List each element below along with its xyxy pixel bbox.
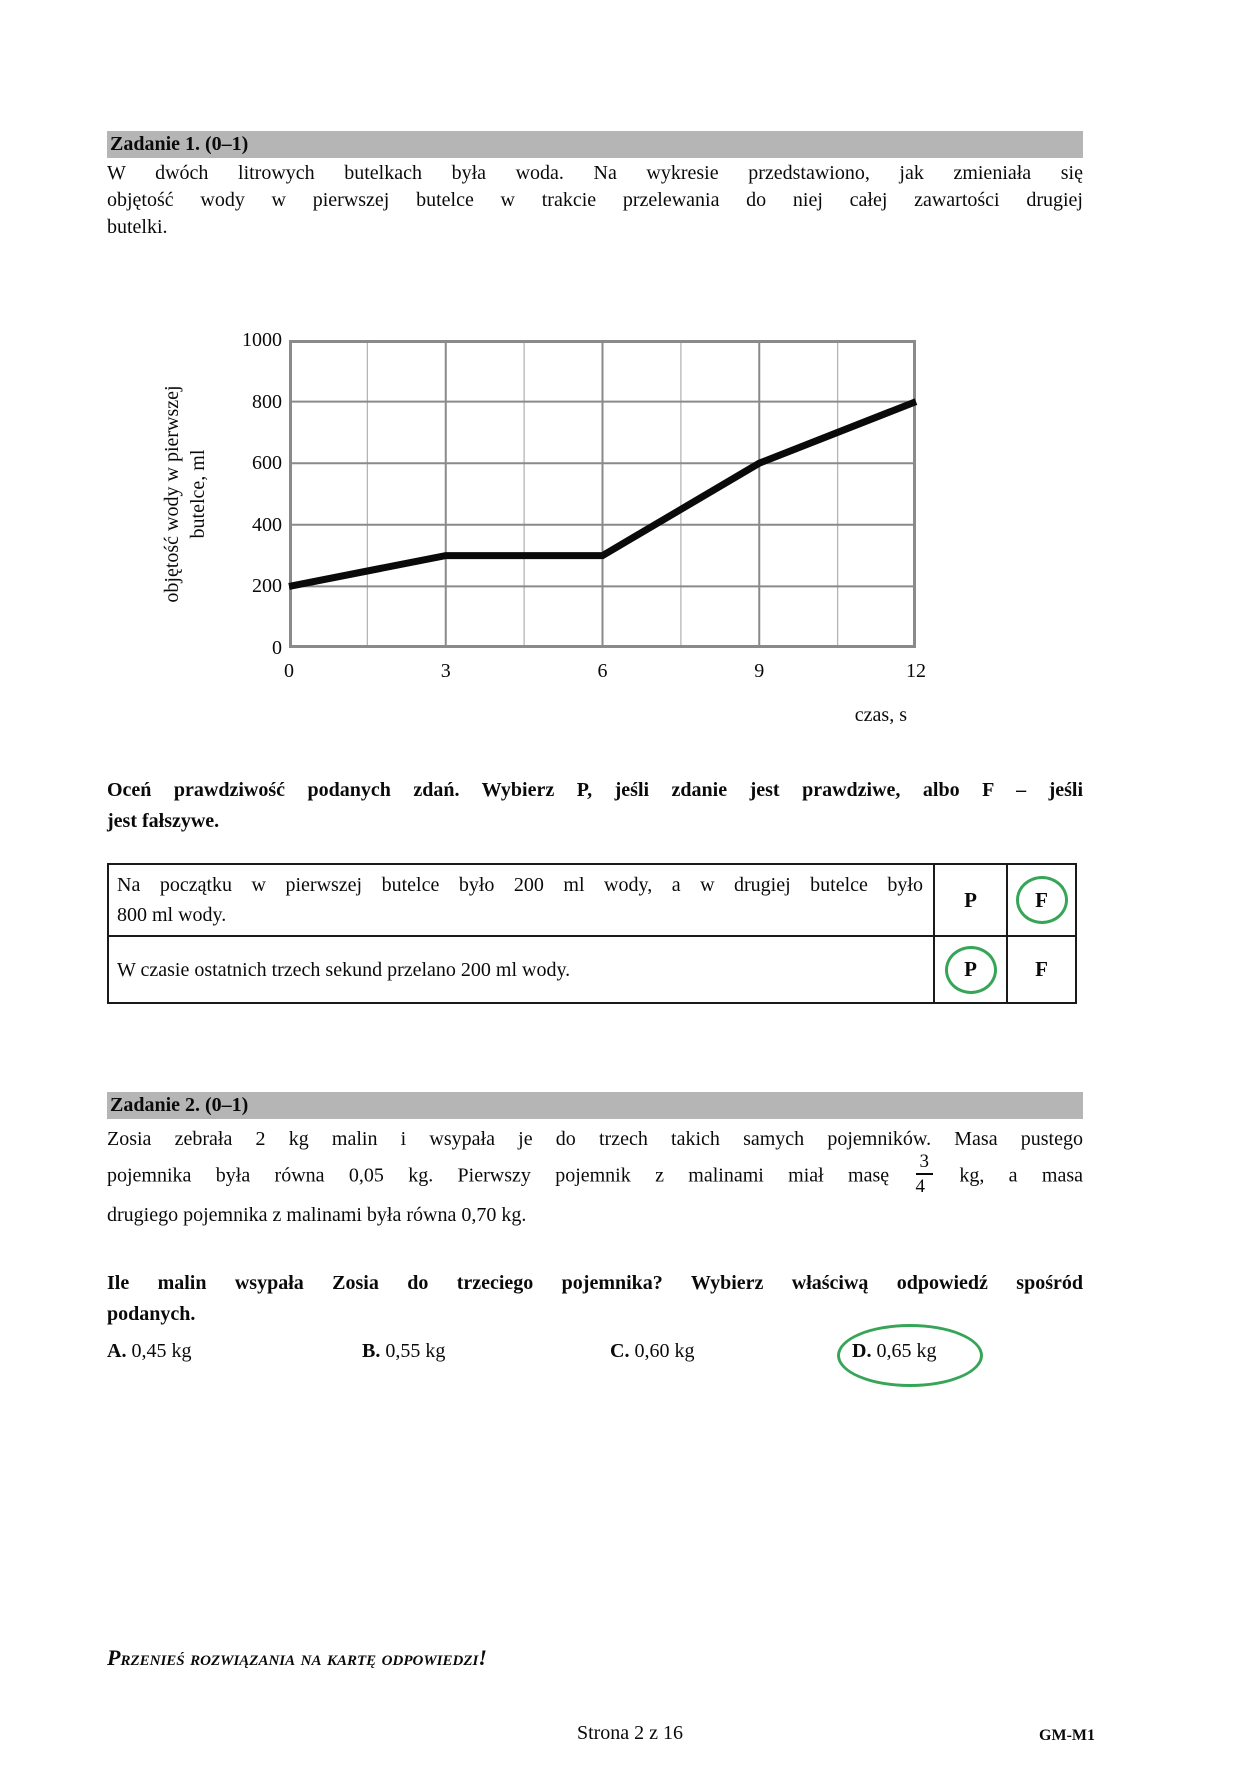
chart-y-ticks: [222, 322, 282, 659]
statement-text: Na początku w pierwszej butelce było 200 ml wody, a w drugiej butelce było 800 ml wody.: [117, 874, 923, 926]
table-row: [109, 865, 1075, 935]
chart-plot-area: [289, 340, 916, 648]
task2-paragraph: [107, 1124, 1083, 1230]
x-tick-label: 0: [284, 660, 294, 682]
table-row: [109, 935, 1075, 1002]
y-tick-label: 600: [252, 452, 282, 475]
task2-para-line: drugiego pojemnika z malinami była równa 0,70 kg.: [107, 1204, 527, 1226]
transfer-answers-note: Przenieś rozwiązania na kartę odpowiedzi!: [107, 1645, 487, 1670]
x-tick-label: 12: [906, 660, 926, 682]
task1-intro-line: W dwóch litrowych butelkach była woda. Na wykresie przedstawiono, jak zmieniała się: [107, 162, 1083, 184]
statement-text: W czasie ostatnich trzech sekund przelano 200 ml wody.: [117, 958, 571, 981]
answer-row: [107, 1338, 1083, 1374]
y-tick-label: 400: [252, 513, 282, 536]
task2-header-bar: [107, 1092, 1083, 1119]
y-tick-label: 0: [272, 637, 282, 659]
y-tick-label: 200: [252, 575, 282, 598]
task1-header-bar: [107, 131, 1083, 158]
task1-intro-line: objętość wody w pierwszej butelce w trakcie przelewania do niej całej zawartości drugiej: [107, 189, 1083, 211]
fraction-three-quarters: $\frac{3}{4}$: [914, 1151, 936, 1197]
volume-time-chart: [107, 322, 1083, 734]
task1-instruction-line: jest fałszywe.: [107, 810, 220, 832]
y-tick-label: 1000: [242, 329, 282, 351]
task2-para-line: pojemnika była równa 0,05 kg. Pierwszy pojemnik z malinami miał masę $\frac{3}{4}$ kg, a masa: [107, 1151, 1083, 1197]
true-false-table: [107, 863, 1077, 1004]
answer-circle: [945, 946, 997, 994]
x-tick-label: 9: [754, 660, 765, 682]
chart-x-axis-label: czas, s: [854, 704, 907, 726]
chart-x-ticks: [284, 658, 926, 684]
task1-intro-line: butelki.: [107, 216, 168, 238]
task2-question-line: Ile malin wsypała Zosia do trzeciego pojemnika? Wybierz właściwą odpowiedź spośród: [107, 1272, 1083, 1294]
task2-para-line: Zosia zebrała 2 kg malin i wsypała je do trzech takich samych pojemników. Masa pustego: [107, 1128, 1083, 1150]
answer-circle: [1016, 876, 1068, 924]
page-number: Strona 2 z 16: [576, 1722, 684, 1744]
answer-circle: [837, 1324, 983, 1387]
x-tick-label: 3: [440, 660, 451, 682]
chart-y-axis-label: objętość wody w pierwszej butelce, ml: [161, 385, 209, 603]
answer-option-d[interactable]: D. 0,65 kg: [852, 1340, 936, 1363]
answer-option-c[interactable]: C. 0,60 kg: [610, 1340, 695, 1362]
pf-option-false[interactable]: F: [1006, 865, 1075, 935]
task2-question-line: podanych.: [107, 1303, 196, 1325]
pf-option-false[interactable]: F: [1006, 937, 1075, 1002]
task1-instruction: [107, 775, 1083, 837]
task1-instruction-line: Oceń prawdziwość podanych zdań. Wybierz P, jeśli zdanie jest prawdziwe, albo F – jeśli: [107, 779, 1083, 801]
document-code: GM-M1: [1039, 1727, 1095, 1744]
task2-question: [107, 1268, 1083, 1330]
answer-option-b[interactable]: B. 0,55 kg: [362, 1340, 446, 1362]
answer-option-a[interactable]: A. 0,45 kg: [107, 1340, 192, 1362]
task1-header: Zadanie 1. (0–1): [110, 133, 249, 155]
pf-option-true[interactable]: P: [933, 865, 1006, 935]
y-tick-label: 800: [252, 390, 282, 413]
task2-header: Zadanie 2. (0–1): [110, 1094, 249, 1116]
x-tick-label: 6: [597, 660, 608, 682]
task1-intro: [107, 160, 1083, 241]
pf-option-true[interactable]: P: [933, 937, 1006, 1002]
